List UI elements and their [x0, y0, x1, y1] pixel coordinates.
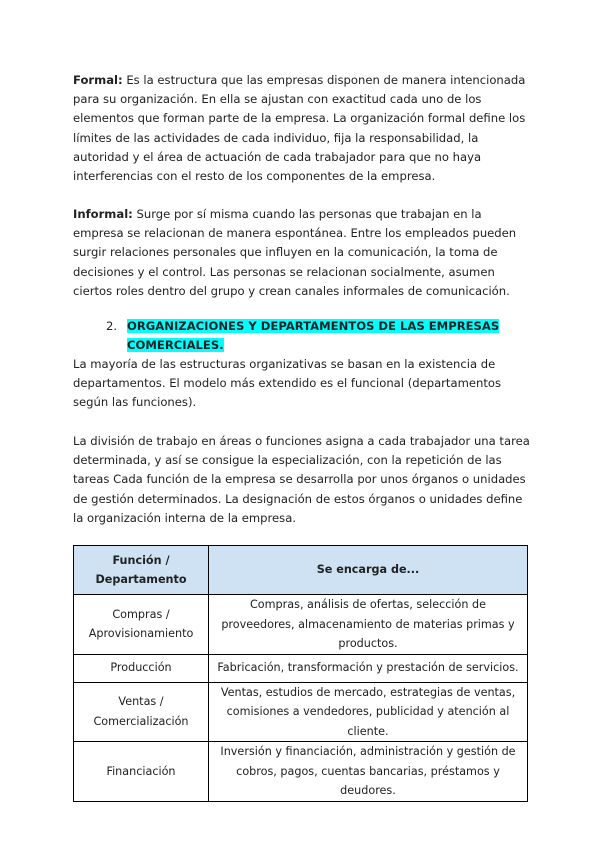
- informal-text: Surge por sí misma cuando las personas que trabajan en la empresa se relacionan de manera espontánea. Entre los empleados pueden surgir relaciones personales que influyen en la comunicación, la toma de decisiones y el control. Las personas se relacionan socialmente, asumen ciertos roles dentro del grupo y crean canales informales de comunicación.: [73, 207, 517, 298]
- header-function: Función / Departamento: [74, 546, 209, 595]
- division-paragraph: La división de trabajo en áreas o funciones asigna a cada trabajador una tarea determinada, y así se consigue la especialización, con la repetición de las tareas Cada función de la empresa se desarrolla por unos órganos o unidades de gestión determinados. La designación de estos órganos o unidades define la organización interna de la empresa.: [73, 434, 530, 525]
- table-row: [74, 742, 528, 802]
- row-department: Ventas / Comercialización: [74, 682, 209, 742]
- section-number: 2.: [106, 319, 118, 333]
- informal-paragraph: [73, 205, 535, 301]
- formal-label: Formal:: [73, 73, 123, 87]
- formal-text: Es la estructura que las empresas disponen de manera intencionada para su organización. En ella se ajustan con exactitud cada uno de los elementos que forman parte de la empresa. La organización formal define los límites de las actividades de cada individuo, fija la responsabilidad, la autoridad y el área de actuación de cada trabajador para que no haya interferencias con el resto de los componentes de la empresa.: [73, 73, 526, 184]
- table-row: [74, 595, 528, 655]
- row-responsibility: Compras, análisis de ofertas, selección de proveedores, almacenamiento de materias primas y productos.: [209, 595, 528, 655]
- row-department: Financiación: [74, 742, 209, 802]
- table-header-row: [74, 546, 528, 595]
- mayoria-paragraph: La mayoría de las estructuras organizativas se basan en la existencia de departamentos. El modelo más extendido es el funcional (departamentos según las funciones).: [73, 357, 502, 410]
- section-title: ORGANIZACIONES Y DEPARTAMENTOS DE LAS EMPRESAS COMERCIALES.: [127, 319, 500, 352]
- header-responsibility: Se encarga de...: [209, 546, 528, 595]
- row-department: Producción: [74, 654, 209, 682]
- informal-label: Informal:: [73, 207, 133, 221]
- row-responsibility: Ventas, estudios de mercado, estrategias de ventas, comisiones a vendedores, publicidad y atención al cliente.: [209, 682, 528, 742]
- departments-table: [73, 545, 528, 802]
- row-responsibility: Fabricación, transformación y prestación de servicios.: [209, 654, 528, 682]
- row-responsibility: Inversión y financiación, administración y gestión de cobros, pagos, cuentas bancarias, préstamos y deudores.: [209, 742, 528, 802]
- table-row: [74, 654, 528, 682]
- row-department: Compras / Aprovisionamiento: [74, 595, 209, 655]
- table-row: [74, 682, 528, 742]
- formal-paragraph: [73, 71, 535, 186]
